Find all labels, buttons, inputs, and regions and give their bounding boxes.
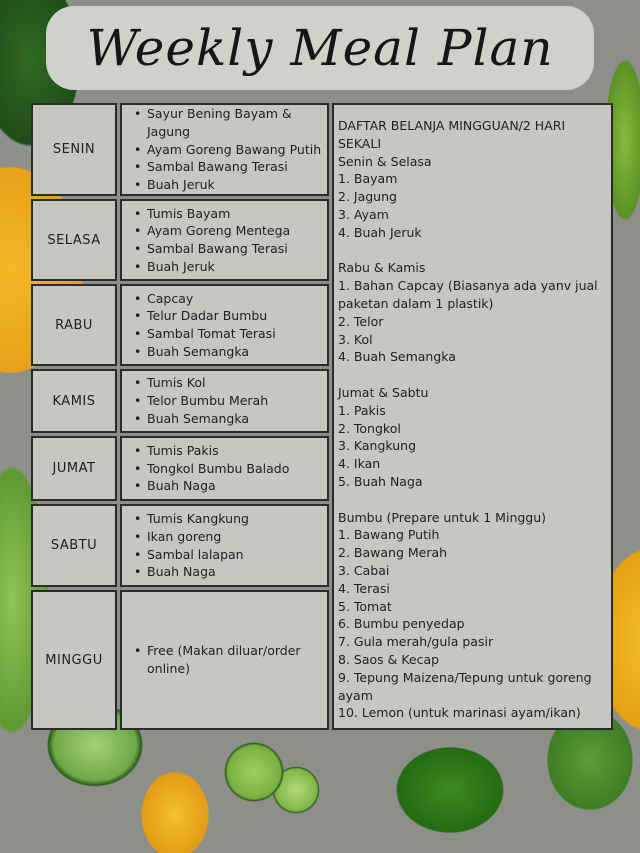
meal-item: • Buah Naga [132,477,323,495]
meal-item: • Sambal Tomat Terasi [132,325,323,343]
shopping-item: 1. Bawang Putih [338,527,440,543]
group-label: Jumat & Sabtu [338,384,429,400]
shopping-item: 1. Bayam [338,171,398,187]
meal-item: • Sayur Bening Bayam & Jagung [132,105,323,140]
meal-item: • Tumis Kol [132,374,323,392]
meals-jumat [120,436,329,501]
title-banner [46,6,594,90]
meal-item: • Sambal Bawang Terasi [132,158,323,176]
group-label: Senin & Selasa [338,153,432,169]
shopping-item: ayam [338,687,373,703]
meal-item: • Telur Dadar Bumbu [132,307,323,325]
meal-list [132,290,323,361]
day-label: KAMIS [52,393,96,409]
shopping-item: 3. Kol [338,331,373,347]
meal-item: • Tumis Bayam [132,205,323,223]
meal-list [132,442,323,495]
meal-item: • Tumis Pakis [132,442,323,460]
shopping-list [332,103,613,730]
meal-item: • Tumis Kangkung [132,510,323,528]
shopping-item: 2. Tongkol [338,420,401,436]
meals-kamis [120,369,329,433]
day-label: MINGGU [45,652,103,668]
shopping-item: 3. Ayam [338,206,389,222]
shopping-item: 5. Buah Naga [338,473,423,489]
meal-item: • Sambal Bawang Terasi [132,240,323,258]
day-label: SABTU [50,538,98,553]
shopping-item: 9. Tepung Maizena/Tepung untuk goreng [338,669,592,685]
meal-item: • Ikan goreng [132,528,323,546]
meal-item: • Buah Jeruk [132,176,323,194]
group-label: Bumbu (Prepare untuk 1 Minggu) [338,509,547,525]
meal-item: • Sambal lalapan [132,546,323,564]
meal-item: • Buah Jeruk [132,258,323,276]
shopping-item: 4. Buah Semangka [338,349,456,365]
day-kamis [31,369,117,433]
shopping-item: 8. Saos & Kecap [338,651,440,667]
shopping-item: 2. Bawang Merah [338,545,448,561]
meal-item: • Tongkol Bumbu Balado [132,460,323,478]
meals-rabu [120,284,329,366]
day-label: JUMAT [52,461,96,476]
meal-item: • Buah Naga [132,563,323,581]
day-sabtu [31,504,117,587]
shopping-item: 2. Telor [338,313,384,329]
meal-list [132,642,323,677]
page-title: Weekly Meal Plan [86,19,554,77]
meal-list [132,105,323,194]
day-senin [31,103,117,196]
meal-item: • Buah Semangka [132,410,323,428]
day-rabu [31,284,117,366]
day-label: RABU [55,317,93,333]
meal-list [132,510,323,581]
shopping-item: 1. Bahan Capcay (Biasanya ada yanv jual [338,278,598,294]
meal-item: • Free (Makan diluar/order online) [132,642,323,677]
meal-item: • Buah Semangka [132,343,323,361]
shopping-item: 1. Pakis [338,402,386,418]
shopping-item: 7. Gula merah/gula pasir [338,634,494,650]
shopping-item: 5. Tomat [338,598,392,614]
shopping-item: 2. Jagung [338,189,397,205]
meals-senin [120,103,329,196]
shopping-item: 4. Terasi [338,580,390,596]
shopping-item: 4. Buah Jeruk [338,224,422,240]
meal-list [132,374,323,427]
shopping-item: 3. Kangkung [338,438,417,454]
day-minggu [31,590,117,730]
meals-selasa [120,199,329,281]
meal-item: • Ayam Goreng Bawang Putih [132,141,323,159]
meal-list [132,205,323,276]
shopping-heading-cont: SEKALI [338,135,382,151]
shopping-heading: DAFTAR BELANJA MINGGUAN/2 HARI [338,118,566,133]
shopping-item: 4. Ikan [338,456,381,472]
meal-item: • Ayam Goreng Mentega [132,222,323,240]
meals-sabtu [120,504,329,587]
group-label: Rabu & Kamis [338,260,426,276]
day-label: SELASA [47,232,101,248]
day-label: SENIN [52,142,96,157]
meal-item: • Telor Bumbu Merah [132,392,323,410]
shopping-item: 10. Lemon (untuk marinasi ayam/ikan) [338,705,581,721]
shopping-item: 6. Bumbu penyedap [338,616,465,632]
shopping-item: paketan dalam 1 plastik) [338,295,494,311]
meals-minggu [120,590,329,730]
meal-item: • Capcay [132,290,323,308]
day-jumat [31,436,117,501]
day-selasa [31,199,117,281]
shopping-item: 3. Cabai [338,562,390,578]
